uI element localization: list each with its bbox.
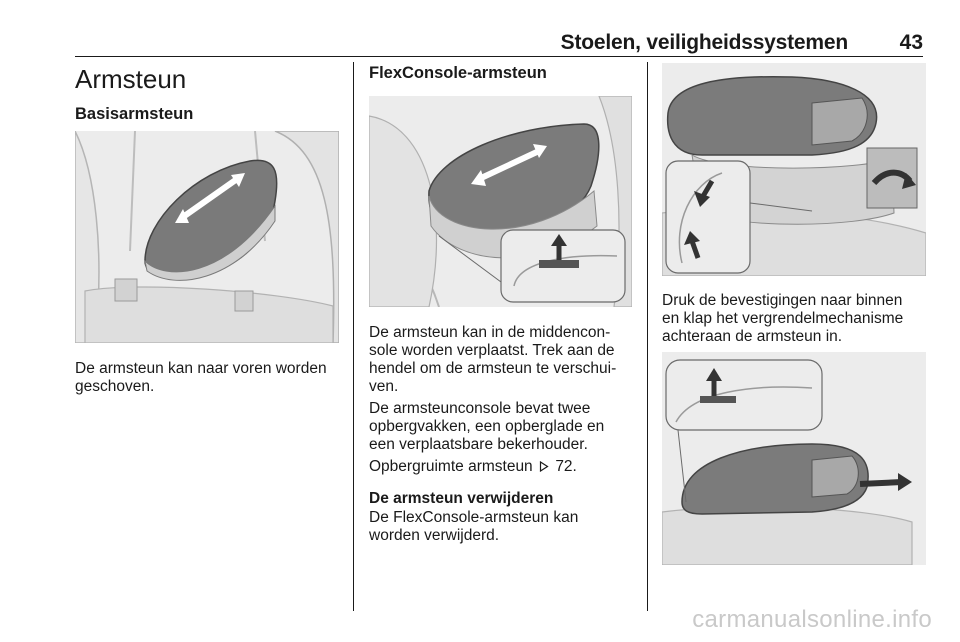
running-header-title: Stoelen, veiligheidssystemen	[560, 31, 848, 54]
illustration-basic-armrest	[75, 131, 339, 343]
subheading-flexconsole: FlexConsole-armsteun	[369, 64, 547, 82]
page-reference-icon	[539, 461, 549, 472]
cross-reference-label: Opbergruimte armsteun	[369, 458, 533, 475]
illustration-release-catches	[662, 63, 926, 276]
watermark: carmanualsonline.info	[692, 606, 932, 633]
section-heading-armsteun: Armsteun	[75, 64, 187, 94]
page-number: 43	[899, 31, 923, 54]
paragraph-basic-armrest: De armsteun kan naar voren worden geschoven.	[75, 360, 327, 395]
paragraph-flexconsole-move: De armsteun kan in de middencon- sole worden verplaatst. Trek aan de hendel om de armsteun te verschui- ven.	[369, 324, 617, 395]
header-rule	[75, 56, 923, 57]
paragraph-flexconsole-storage: De armsteunconsole bevat twee opbergvakken, een opberglade en een verplaatsbare bekerhouder.	[369, 400, 605, 453]
subheading-basisarmsteun: Basisarmsteun	[75, 105, 194, 123]
paragraph-release-catches: Druk de bevestigingen naar binnen en klap het vergrendelmechanisme achteraan de armsteun in.	[662, 292, 904, 345]
column-rule-1	[353, 62, 354, 611]
illustration-remove-armrest	[662, 352, 926, 565]
cross-reference-storage[interactable]	[369, 458, 577, 476]
subheading-remove-armrest: De armsteun verwijderen	[369, 490, 554, 507]
paragraph-remove-armrest: De FlexConsole-armsteun kan worden verwijderd.	[369, 509, 579, 544]
cross-reference-page: 72.	[555, 458, 577, 475]
illustration-flexconsole-armrest	[369, 96, 632, 307]
column-rule-2	[647, 62, 648, 611]
